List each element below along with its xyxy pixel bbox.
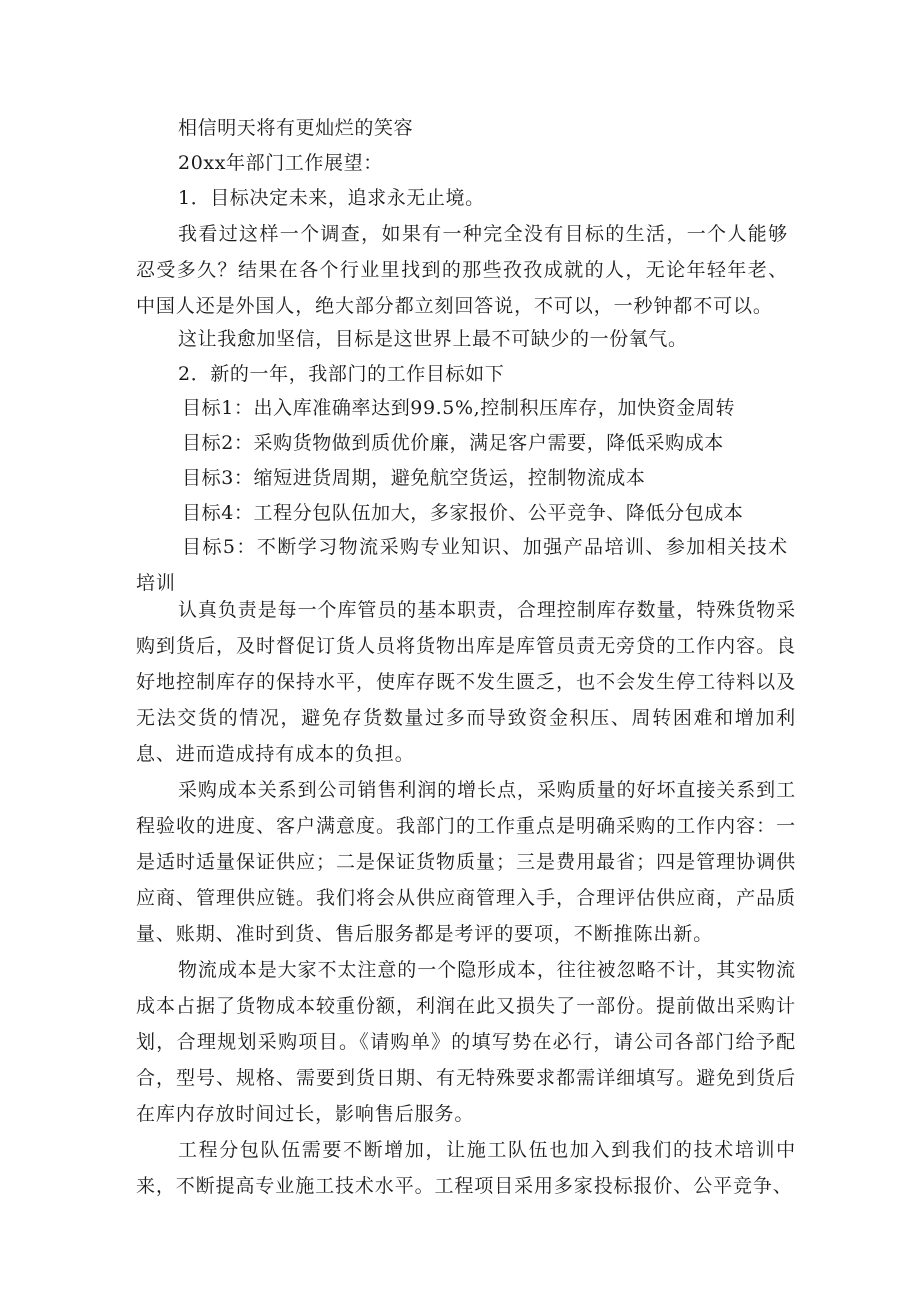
goal-item: 目标3：缩短进货周期，避免航空货运，控制物流成本: [182, 467, 646, 489]
paragraph-subcontract: 工程分包队伍需要不断增加，让施工队伍也加入到我们的技术培训中来，不断提高专业施工技术水平。工程项目采用多家投标报价、公平竞争、: [136, 1139, 796, 1197]
paragraph-logistics: 物流成本是大家不太注意的一个隐形成本，往往被忽略不计，其实物流成本占据了货物成本较重份额，利润在此又损失了一部份。提前做出采购计划，合理规划采购项目。《请购单》的填写势在必行，请公司各部门给予配合，型号、规格、需要到货日期、有无特殊要求都需详细填写。避免到货后在库内存放时间过长，影响售后服务。: [136, 959, 796, 1125]
heading-2: 2．新的一年，我部门的工作目标如下: [178, 363, 505, 385]
goal-item: 目标4：工程分包队伍加大，多家报价、公平竞争、降低分包成本: [182, 502, 744, 524]
oxygen-line: 这让我愈加坚信，目标是这世界上最不可缺少的一份氧气。: [178, 328, 688, 350]
goal-item: 目标5：不断学习物流采购专业知识、加强产品培训、参加相关技术培训: [136, 536, 788, 594]
goal-item: 目标1：出入库准确率达到99.5%,控制积压库存，加快资金周转: [182, 397, 736, 419]
goal-item: 目标2：采购货物做到质优价廉，满足客户需要，降低采购成本: [182, 432, 724, 454]
closing-line: 相信明天将有更灿烂的笑容: [178, 117, 414, 139]
paragraph-procurement: 采购成本关系到公司销售利润的增长点，采购质量的好坏直接关系到工程验收的进度、客户满意度。我部门的工作重点是明确采购的工作内容：一是适时适量保证供应；二是保证货物质量；三是费用最省；四是管理协调供应商、管理供应链。我们将会从供应商管理入手，合理评估供应商，产品质量、账期、准时到货、售后服务都是考评的要项，不断推陈出新。: [136, 779, 796, 945]
heading-1: 1．目标决定未来，追求永无止境。: [178, 187, 485, 209]
section-title: 20xx年部门工作展望：: [178, 152, 383, 174]
paragraph-survey: 我看过这样一个调查，如果有一种完全没有目标的生活，一个人能够忍受多久？结果在各个行业里找到的那些孜孜成就的人，无论年轻年老、中国人还是外国人，绝大部分都立刻回答说，不可以，一秒钟都不可以。: [136, 223, 788, 317]
paragraph-inventory: 认真负责是每一个库管员的基本职责，合理控制库存数量，特殊货物采购到货后，及时督促订货人员将货物出库是库管员责无旁贷的工作内容。良好地控制库存的保持水平，使库存既不发生匮乏，也不会发生停工待料以及无法交货的情况，避免存货数量过多而导致资金积压、周转困难和增加利息、进而造成持有成本的负担。: [136, 599, 796, 765]
